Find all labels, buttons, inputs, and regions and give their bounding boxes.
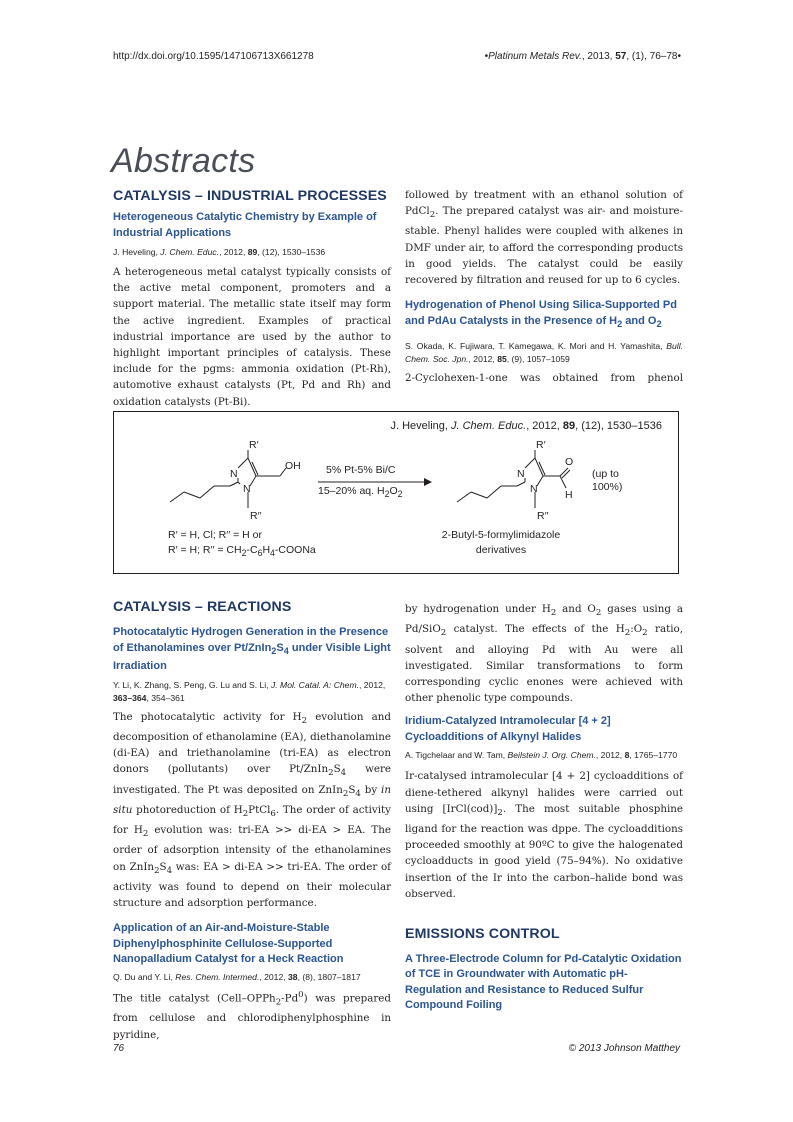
pages: , (8), 1807–1817: [297, 971, 361, 982]
year: , 2012,: [595, 750, 625, 761]
journal: Res. Chem. Intermed.: [175, 971, 260, 982]
pages: , 1765–1770: [629, 750, 678, 761]
text: . The most suitable phosphine ligand for the reaction was dppe. The cycloadditions proceeded smoothly at 90ºC to give the halogenated cycloadducts in good yield (75–94%). No oxidative insertion of the Ir into the carbon–halide bond was observed.: [405, 802, 683, 900]
text: evolution and decomposition of ethanolamine (EA), diethanolamine (di-EA) and triethanolamine (tri-EA) as electron donors (pollutants) over Pt/ZnIn: [113, 710, 391, 776]
authors: J. Heveling,: [113, 247, 161, 257]
year: , 2012,: [359, 679, 386, 690]
abstract-authors: [405, 340, 683, 366]
title-text: under Visible Light Irradiation: [113, 641, 391, 673]
abstract-title: Application of an Air-and-Moisture-Stable Diphenylphosphinite Cellulose-Supported Nanopalladium Catalyst for a Heck Reaction: [113, 922, 344, 966]
bond: [230, 482, 238, 486]
bond: [200, 486, 214, 498]
journal: Beilstein J. Org. Chem.: [507, 750, 596, 761]
page-number: 76: [113, 1043, 125, 1054]
text: by: [360, 783, 382, 796]
subscript: 6: [257, 548, 263, 559]
bond: [525, 458, 535, 468]
abstract-body-continued: [405, 187, 683, 288]
journal: J. Chem. Educ.: [450, 420, 527, 432]
product-structure: [457, 450, 570, 508]
subscript: 2: [271, 645, 277, 656]
text: catalyst. The effects of the H: [446, 623, 625, 636]
text: followed by treatment with an ethanol solution of: [405, 189, 683, 201]
subscript: 2: [550, 608, 557, 619]
text: S: [333, 763, 341, 776]
text: were investigated. The Pt was deposited on ZnIn: [113, 763, 392, 796]
substituent-condition: R′ = H, Cl; R′′ = H or: [168, 529, 263, 541]
subscript: 4: [355, 788, 361, 799]
text: ratio, solvent and alloying Pd with Au were all investigated. Similar transformations to form corresponding cyclic enones were achieved with other phenolic type compounds.: [405, 623, 683, 705]
pages: , (12), 1530–1536: [257, 247, 326, 257]
abstract-body: A heterogeneous metal catalyst typically consists of the active metal component, promoters and a support material. The metallic state itself may form the active ingredient. Examples of practical industrial importance are used by the author to highlight important principles of catalysis. These include for the pgms: ammonia oxidation (Pt-Rh), automotive exhaust catalysts (Pt, Pd and Rh) and oxidation catalysts (Pt-Bi).: [113, 266, 391, 408]
abstract-body: 2-Cyclohexen-1-one was obtained from phenol: [405, 372, 683, 385]
section-heading-emissions: EMISSIONS CONTROL: [405, 925, 560, 942]
text: R′ = H; R′′ = CH: [168, 544, 242, 556]
n-label: N: [530, 483, 538, 495]
abstract-body: [113, 709, 391, 912]
text: O: [389, 485, 398, 497]
superscript: 0: [298, 989, 304, 1000]
bond: [562, 470, 570, 478]
subscript: 2: [342, 788, 349, 799]
text: ) was prepared from cellulose and chlorodiphenylphosphine in pyridine,: [113, 992, 391, 1041]
volume: 85: [497, 354, 507, 365]
subscript: 2: [429, 210, 436, 221]
authors: J. Heveling,: [390, 420, 451, 432]
bond: [560, 468, 568, 476]
abstract-title: [113, 625, 391, 675]
text: -C: [246, 544, 258, 556]
pages: , 354–361: [146, 692, 185, 703]
text: PtCl: [248, 803, 271, 816]
abstract-authors: [113, 971, 391, 984]
abstract-body: [113, 987, 391, 1043]
text: was: EA > di-EA >> tri-EA. The order of activity was found to depend on their molecular structure and adsorption performance.: [113, 860, 391, 909]
text: The photocatalytic activity for H: [113, 710, 302, 723]
journal-year: , 2013,: [581, 51, 616, 62]
subscript: 2: [275, 997, 282, 1008]
reagent-peroxide: [318, 485, 402, 499]
r-prime-label: R′: [536, 439, 546, 451]
r-double-prime-label: R′′: [537, 510, 549, 522]
subscript: 6: [270, 808, 276, 819]
h-label: H: [565, 489, 573, 501]
text: evolution was: tri-EA >> di-EA > EA. The order of adsorption intensity of the ethanolamines on ZnIn: [113, 824, 391, 873]
subscript: 2: [440, 628, 447, 639]
n-label: N: [243, 483, 251, 495]
text: photoreduction of H: [132, 803, 243, 816]
pages: , (12), 1530–1536: [575, 420, 662, 432]
subscript: 2: [328, 768, 334, 779]
text: S: [348, 783, 356, 796]
authors: S. Okada, K. Fujiwara, T. Kamegawa, K. Mori and H. Yamashita,: [405, 341, 667, 352]
authors: A. Tigchelaar and W. Tam,: [405, 750, 508, 761]
bond: [250, 476, 256, 486]
abstract-title: Iridium-Catalyzed Intramolecular [4 + 2] Cycloadditions of Alkynyl Halides: [405, 715, 611, 743]
text: H: [262, 544, 271, 556]
bond: [517, 482, 525, 486]
year: , 2012,: [259, 971, 289, 982]
subscript: 2: [301, 715, 308, 726]
subscript: 2: [384, 489, 390, 500]
substituent-condition: [168, 544, 316, 558]
year: , 2012,: [219, 247, 248, 257]
year: , 2012,: [468, 354, 498, 365]
subscript: 2: [241, 548, 247, 559]
subscript: 2: [642, 628, 648, 639]
journal-name: Platinum Metals Rev.: [488, 51, 582, 62]
text: by hydrogenation under H: [405, 603, 551, 615]
text: 15–20% aq. H: [318, 485, 385, 497]
yield-label: (up to 100%): [592, 468, 623, 493]
reactant-structure: [170, 450, 286, 508]
reagent-catalyst: 5% Pt-5% Bi/C: [326, 464, 396, 476]
subscript: 4: [270, 548, 275, 559]
abstract-authors: [405, 749, 683, 762]
bond: [457, 492, 471, 502]
section-heading-reactions: CATALYSIS – REACTIONS: [113, 599, 292, 615]
abstract-title: Heterogeneous Catalytic Chemistry by Example of Industrial Applications: [113, 211, 377, 239]
arrow-head: [424, 478, 432, 486]
reaction-scheme: [113, 411, 679, 574]
abstract-authors: [113, 246, 391, 259]
bond: [537, 476, 543, 486]
section-heading-industrial: CATALYSIS – INDUSTRIAL PROCESSES: [113, 188, 387, 204]
text: gases using a Pd/SiO: [405, 603, 683, 636]
subscript: 2: [242, 808, 249, 819]
text: and O: [556, 603, 596, 615]
o-label: O: [565, 456, 574, 468]
subscript: 2: [154, 865, 160, 876]
volume: 89: [562, 420, 576, 432]
title-text: Photocatalytic Hydrogen Generation in the Presence of Ethanolamines over Pt/ZnIn: [113, 626, 389, 654]
abstract-continuation: [405, 187, 683, 387]
abstract-title: A Three-Electrode Column for Pd-Catalytic Oxidation of TCE in Groundwater with Automatic pH-Regulation and Resistance to Reduced Sulfur Compound Foiling: [405, 952, 682, 1012]
abstract-reactions-continued: [405, 601, 683, 1014]
bond: [238, 458, 248, 468]
doi-link[interactable]: http://dx.doi.org/10.1595/147106713X661278: [113, 51, 314, 62]
bond: [471, 492, 487, 498]
r-prime-label: R′: [249, 439, 259, 451]
bond: [487, 486, 501, 498]
title-text: Hydrogenation of Phenol Using Silica-Supported Pd and PdAu Catalysts in the Presence of H: [405, 299, 677, 327]
journal-issue: , (1), 76–78•: [626, 51, 681, 62]
subscript: 2: [142, 829, 149, 840]
subscript: 2: [617, 318, 623, 329]
text: -COONa: [274, 544, 316, 556]
abstract-body-continued: [405, 601, 683, 706]
italic-text: in situ: [113, 783, 391, 816]
volume: 89: [247, 247, 258, 257]
abstract-industrial: [113, 188, 391, 410]
pages: , (9), 1057–1059: [506, 354, 570, 365]
product-name: 2-Butyl-5-formylimidazole: [441, 529, 561, 541]
subscript: 2: [656, 318, 662, 329]
abstract-title: [405, 298, 683, 332]
title-text: and O: [622, 314, 657, 327]
journal-volume: 57: [615, 51, 627, 62]
bond: [184, 492, 200, 498]
text: . The order of activity for H: [113, 803, 391, 837]
subscript: 4: [340, 768, 347, 779]
subscript: 2: [624, 628, 631, 639]
authors: Y. Li, K. Zhang, S. Peng, G. Lu and S. Li,: [113, 679, 271, 690]
oh-label: OH: [285, 460, 301, 472]
journal: J. Mol. Catal. A: Chem.: [270, 679, 359, 690]
text: -Pd: [281, 992, 299, 1005]
page-title: Abstracts: [111, 142, 256, 180]
bond: [560, 476, 566, 488]
authors: Q. Du and Y. Li,: [113, 971, 176, 982]
text: . The prepared catalyst was air- and moisture-stable. Phenyl halides were coupled with alkenes in DMF under air, to afford the corresponding products in good yields. The catalyst could be easily recovered by filtration and reused for up to 6 cycles.: [405, 205, 683, 287]
abstract-reactions: [113, 599, 391, 1043]
subscript: 2: [595, 608, 602, 619]
bond: [238, 482, 240, 484]
text: The title catalyst (Cell–OPPh: [113, 992, 276, 1005]
bond: [170, 492, 184, 502]
volume: 38: [288, 971, 298, 982]
subscript: 2: [497, 807, 503, 818]
text: S: [159, 860, 167, 873]
title-text: S: [276, 641, 284, 654]
subscript: 2: [397, 489, 403, 500]
journal-citation: [485, 51, 681, 62]
journal: J. Chem. Educ.: [160, 247, 220, 257]
n-label: N: [230, 468, 238, 480]
abstract-authors: [113, 679, 391, 705]
abstract-body: [405, 768, 683, 902]
formula: PdCl: [405, 205, 430, 218]
copyright: © 2013 Johnson Matthey: [568, 1043, 680, 1054]
text: Ir-catalysed intramolecular [4 + 2] cycloadditions of diene-tethered alkynyl halides were carried out using [IrCl(cod)]: [405, 770, 683, 815]
volume: 8: [624, 750, 630, 761]
n-label: N: [517, 468, 525, 480]
text: :O: [630, 623, 643, 636]
bullet: •: [484, 51, 489, 62]
product-name: derivatives: [475, 544, 527, 556]
volume: 363–364: [113, 692, 147, 703]
subscript: 4: [166, 865, 173, 876]
subscript: 4: [283, 645, 289, 656]
year: , 2012,: [526, 420, 563, 432]
journal: Bull. Chem. Soc. Jpn.: [405, 341, 683, 365]
r-double-prime-label: R′′: [250, 510, 262, 522]
